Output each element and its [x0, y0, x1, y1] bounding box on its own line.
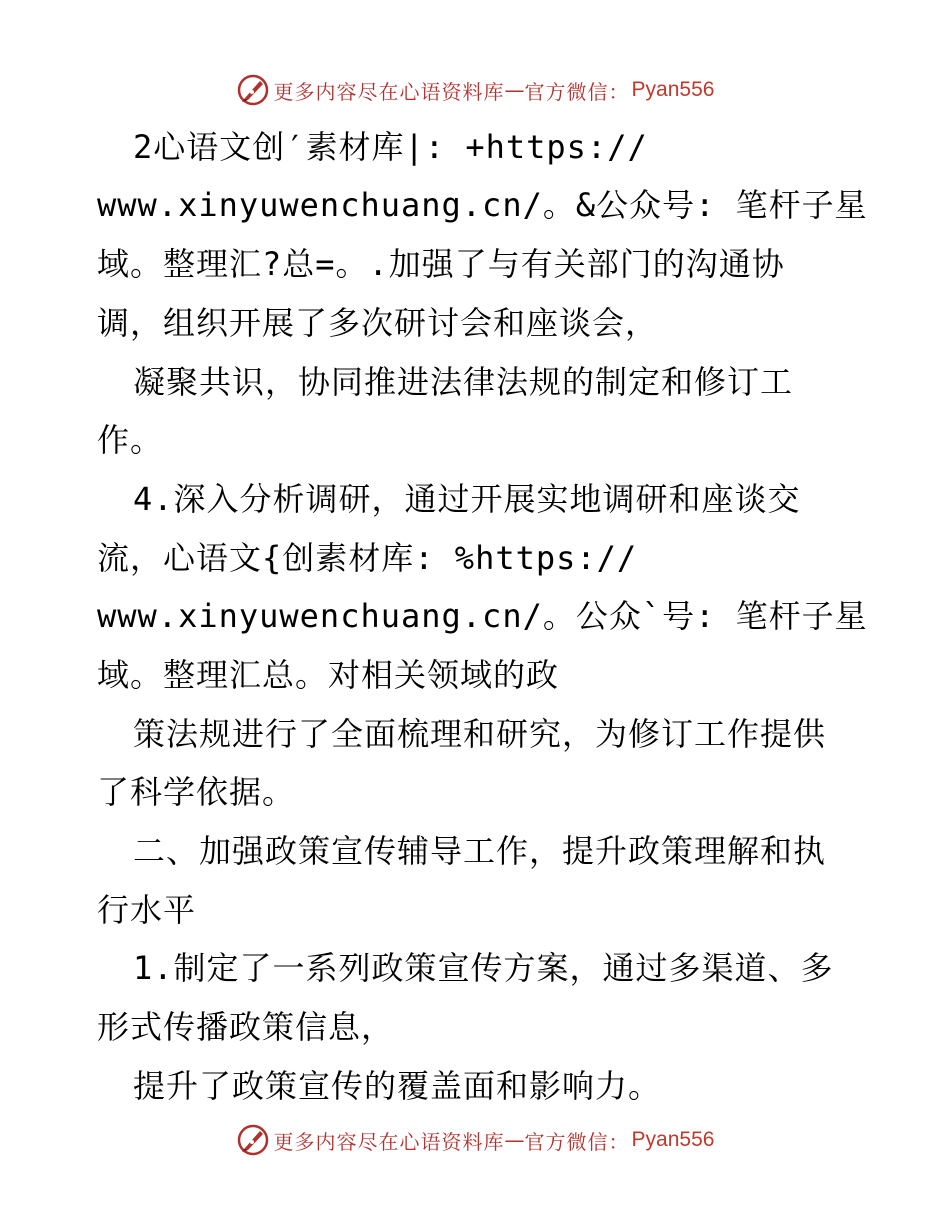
quill-logo-icon: [236, 1123, 270, 1157]
text-line: 形式传播政策信息，: [97, 1008, 395, 1046]
footer-banner: [0, 1120, 950, 1160]
text-line: www.xinyuwenchuang.cn/。公众`号: 笔杆子星: [97, 597, 868, 635]
banner-wechat-id: Pyan556: [631, 1128, 715, 1151]
text-line: 1.制定了一系列政策宣传方案，通过多渠道、多: [133, 949, 834, 987]
quill-logo-icon: [236, 73, 270, 107]
text-line: 策法规进行了全面梳理和研究，为修订工作提供: [133, 715, 827, 753]
banner-slogan: 更多内容尽在心语资料库: [273, 79, 505, 104]
text-line: www.xinyuwenchuang.cn/。&公众号: 笔杆子星: [97, 186, 868, 224]
text-line: 调，组织开展了多次研讨会和座谈会，: [97, 304, 659, 342]
text-line: 了科学依据。: [97, 773, 296, 811]
text-line: 提升了政策宣传的覆盖面和影响力。: [133, 1067, 662, 1105]
text-line: 凝聚共识，协同推进法律法规的制定和修订工: [133, 363, 794, 401]
header-banner: [0, 70, 950, 110]
text-line: 域。整理汇总。对相关领域的政: [97, 656, 560, 694]
text-line: 流，心语文{创素材库: %https://: [97, 539, 638, 577]
banner-wechat-id: Pyan556: [631, 78, 715, 101]
banner-slogan: 更多内容尽在心语资料库: [273, 1129, 505, 1154]
banner-wechat-label: 官方微信：: [524, 1129, 630, 1154]
text-line: 作。: [97, 421, 164, 459]
text-line: 域。整理汇?总=。.加强了与有关部门的沟通协: [97, 245, 785, 283]
banner-wechat-label: 官方微信：: [524, 79, 630, 104]
text-line: 二、加强政策宣传辅导工作，提升政策理解和执: [133, 832, 827, 870]
text-line: 行水平: [97, 891, 197, 929]
text-line: 2心语文创′素材库|: +https://: [133, 128, 648, 166]
banner-dash: —: [504, 1128, 525, 1152]
banner-dash: —: [504, 78, 525, 102]
text-line: 4.深入分析调研，通过开展实地调研和座谈交: [133, 480, 801, 518]
